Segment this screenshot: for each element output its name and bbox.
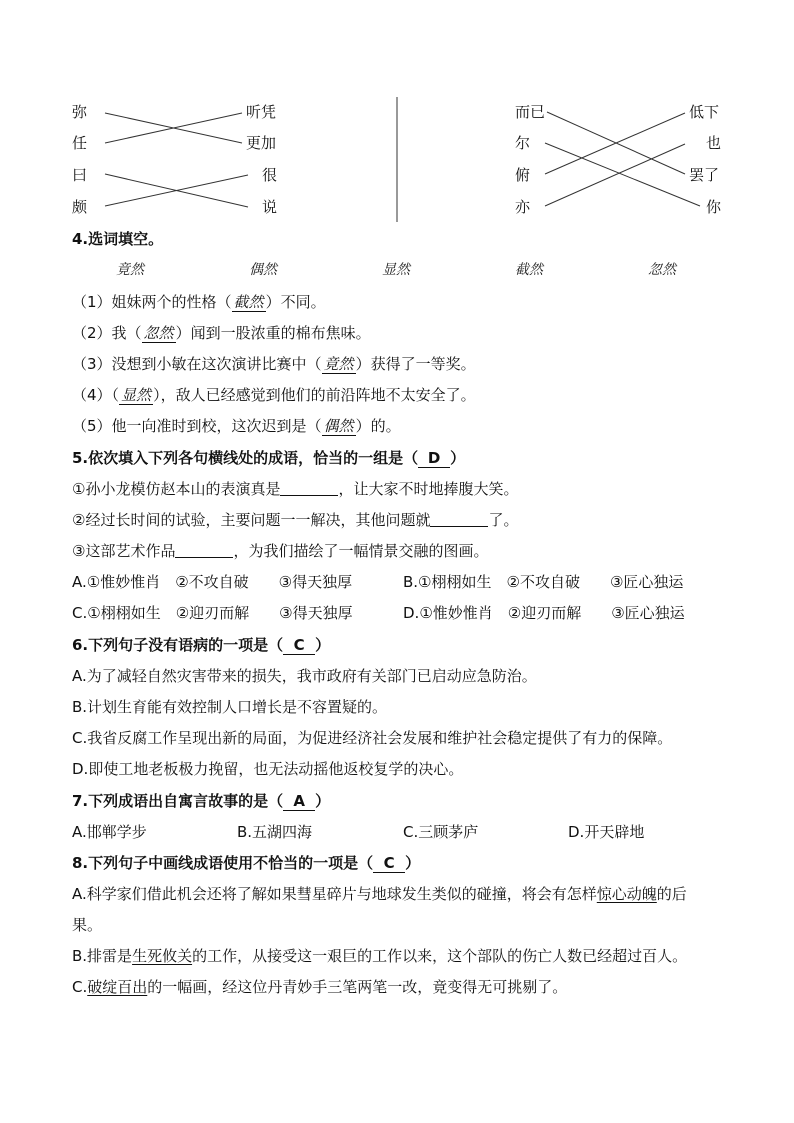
q4-item-pre: （5）他一向准时到校，这次迟到是（: [72, 417, 322, 435]
q4-answer: 偶然: [323, 417, 354, 435]
q6-option-d: D.即使工地老板极力挽留，也无法动摇他返校复学的决心。: [72, 760, 464, 778]
q8-c-idiom: 破绽百出: [87, 978, 148, 996]
q8-option-a: [72, 884, 687, 904]
match-meaning: 罢了: [689, 166, 720, 184]
q5-close: ）: [450, 449, 466, 467]
q8-option-b: [72, 946, 687, 966]
q4-item-pre: （2）我（: [72, 324, 142, 342]
q8-title-text: 8.下列句子中画线成语使用不恰当的一项是（: [72, 854, 374, 872]
match-meaning: 更加: [246, 134, 277, 152]
match-meaning: 低下: [689, 103, 720, 121]
q4-item-post: ），敌人已经感觉到他们的前沿阵地不太安全了。: [153, 386, 476, 404]
q8-a-pre: A.科学家们借此机会还将了解如果彗星碎片与地球发生类似的碰撞，将会有怎样: [72, 885, 597, 903]
q5-option-a: A.①惟妙惟肖 ②不攻自破 ③得天独厚: [72, 573, 353, 591]
q8-a-idiom: 惊心动魄: [596, 885, 657, 903]
q6-option-c: C.我省反腐工作呈现出新的局面，为促进经济社会发展和维护社会稳定提供了有力的保障。: [72, 729, 673, 747]
q5-option-c: C.①栩栩如生 ②迎刃而解 ③得天独厚: [72, 604, 353, 622]
match-meaning: 你: [706, 198, 722, 216]
q4-option: 显然: [382, 262, 410, 278]
q8-b-post: 的工作，从接受这一艰巨的工作以来，这个部队的伤亡人数已经超过百人。: [192, 947, 688, 965]
q5-option-d: D.①惟妙惟肖 ②迎刃而解 ③匠心独运: [403, 604, 685, 622]
q5-sentence-2: [72, 510, 518, 530]
q7-title-text: 7.下列成语出自寓言故事的是（: [72, 792, 284, 810]
q4-answer: 竟然: [323, 355, 354, 373]
q8-a-post: 的后: [656, 885, 687, 903]
q4-item-4: [72, 385, 476, 405]
q7-option-b: B.五湖四海: [237, 823, 313, 841]
q4-option: 忽然: [648, 262, 676, 278]
q5-answer: D: [418, 450, 450, 468]
matching-lines: [0, 0, 794, 240]
q4-title: 4.选词填空。: [72, 230, 164, 248]
q4-item-post: ）不同。: [265, 293, 326, 311]
q6-option-a: A.为了减轻自然灾害带来的损失，我市政府有关部门已启动应急防治。: [72, 667, 537, 685]
match-left-word: 弥: [72, 103, 88, 121]
blank-line: [430, 512, 488, 527]
q7-option-d: D.开天辟地: [568, 823, 645, 841]
q5-s1-post: ，让大家不时地捧腹大笑。: [338, 480, 519, 498]
match-meaning: 听凭: [246, 103, 277, 121]
q4-item-3: [72, 354, 476, 374]
q5-s3-post: ，为我们描绘了一幅情景交融的图画。: [233, 542, 489, 560]
q5-s1-pre: ①孙小龙模仿赵本山的表演真是: [72, 480, 281, 498]
blank-line: [280, 481, 338, 496]
q8-c-post: 的一幅画，经这位丹青妙手三笔两笔一改，竟变得无可挑剔了。: [147, 978, 568, 996]
q8-c-pre: C.: [72, 978, 88, 996]
q6-close: ）: [315, 636, 331, 654]
match-meaning: 也: [706, 134, 722, 152]
q8-option-c: [72, 977, 567, 997]
q5-title-text: 5.依次填入下列各句横线处的成语，恰当的一组是（: [72, 449, 419, 467]
match-left-word: 俯: [515, 166, 531, 184]
q4-item-2: [72, 323, 371, 343]
match-left-word: 亦: [515, 198, 531, 216]
q6-answer: C: [283, 637, 315, 655]
q6-option-b: B.计划生育能有效控制人口增长是不容置疑的。: [72, 698, 388, 716]
q5-option-b: B.①栩栩如生 ②不攻自破 ③匠心独运: [403, 573, 684, 591]
q4-item-post: ）闻到一股浓重的棉布焦味。: [175, 324, 371, 342]
q7-option-c: C.三顾茅庐: [403, 823, 479, 841]
q8-b-idiom: 生死攸关: [132, 947, 193, 965]
q6-title: [72, 635, 330, 655]
match-left-word: 尔: [515, 134, 531, 152]
q5-s2-post: 了。: [488, 511, 519, 529]
match-line-yi: [545, 144, 685, 206]
q4-option: 偶然: [249, 262, 277, 278]
q8-answer: C: [373, 855, 405, 873]
q5-sentence-1: [72, 479, 518, 499]
match-meaning: 说: [262, 198, 278, 216]
q5-s3-pre: ③这部艺术作品: [72, 542, 176, 560]
q8-title: [72, 853, 420, 873]
match-line-po: [105, 175, 248, 206]
q8-option-a-cont: 果。: [72, 916, 103, 934]
q4-item-post: ）的。: [355, 417, 401, 435]
q4-option: 截然: [515, 262, 543, 278]
q5-title: [72, 448, 465, 468]
q4-option: 竟然: [116, 262, 144, 278]
blank-line: [175, 543, 233, 558]
q5-sentence-3: [72, 541, 488, 561]
q4-item-pre: （1）姐妹两个的性格（: [72, 293, 232, 311]
q4-answer: 忽然: [143, 324, 174, 342]
q8-close: ）: [405, 854, 421, 872]
q4-item-post: ）获得了一等奖。: [355, 355, 476, 373]
match-left-word: 而已: [515, 103, 546, 121]
q4-item-1: [72, 292, 326, 312]
q7-close: ）: [315, 792, 331, 810]
q7-option-a: A.邯郸学步: [72, 823, 147, 841]
q7-answer: A: [283, 793, 315, 811]
q4-item-pre: （3）没想到小敏在这次演讲比赛中（: [72, 355, 322, 373]
match-line-er: [545, 143, 700, 206]
q8-b-pre: B.排雷是: [72, 947, 133, 965]
q4-answer: 截然: [233, 293, 264, 311]
q4-item-pre: （4）（: [72, 386, 120, 404]
q6-title-text: 6.下列句子没有语病的一项是（: [72, 636, 284, 654]
match-left-word: 颇: [72, 198, 88, 216]
match-left-word: 任: [72, 134, 88, 152]
q4-item-5: [72, 416, 401, 436]
match-left-word: 曰: [72, 166, 88, 184]
q7-title: [72, 791, 330, 811]
q4-answer: 显然: [121, 386, 152, 404]
match-meaning: 很: [262, 166, 278, 184]
q5-s2-pre: ②经过长时间的试验，主要问题一一解决，其他问题就: [72, 511, 431, 529]
